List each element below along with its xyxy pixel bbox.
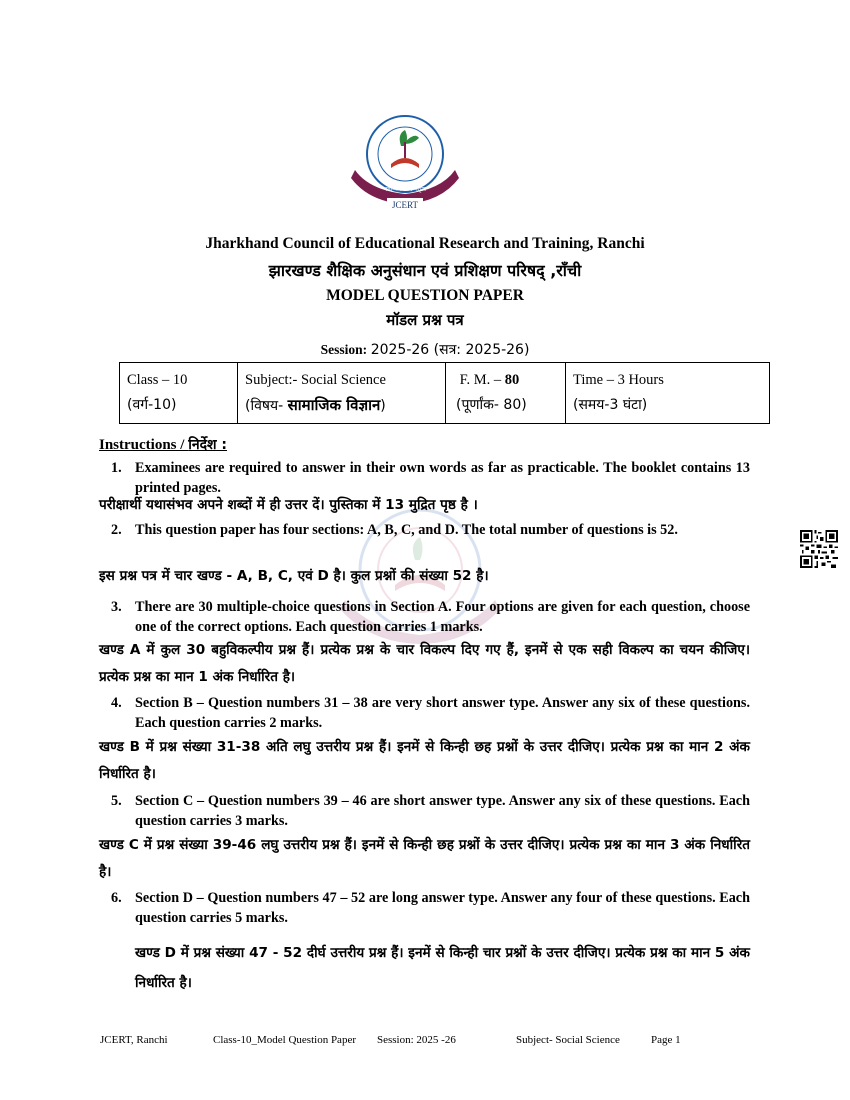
subject-hi-suffix: ) bbox=[380, 398, 386, 414]
class-cell bbox=[120, 363, 238, 424]
instruction-3-text: There are 30 multiple-choice questions in Section A. Four options are given for each question, choose one of the correct options. Each question carries 1 marks. bbox=[135, 599, 750, 635]
instruction-6-text: Section D – Question numbers 47 – 52 are long answer type. Answer any four of these questions. Each question carries 5 marks. bbox=[135, 890, 750, 926]
footer-page: Page 1 bbox=[651, 1034, 681, 1046]
instruction-5-en bbox=[111, 791, 750, 831]
instruction-2-en bbox=[111, 520, 750, 540]
info-table bbox=[119, 362, 770, 424]
instruction-4-num: 4. bbox=[111, 695, 122, 711]
instruction-5-num: 5. bbox=[111, 793, 122, 809]
subject-cell bbox=[238, 363, 446, 424]
footer-org: JCERT, Ranchi bbox=[100, 1034, 168, 1046]
instructions-heading-hi: निर्देश : bbox=[188, 437, 228, 453]
instruction-5-text: Section C – Question numbers 39 – 46 are short answer type. Answer any six of these questions. Each question carries 3 marks. bbox=[135, 793, 750, 829]
instruction-6-en bbox=[111, 888, 750, 928]
instruction-3-num: 3. bbox=[111, 599, 122, 615]
instruction-4-text: Section B – Question numbers 31 – 38 are very short answer type. Answer any six of these questions. Each question carries 2 marks. bbox=[135, 695, 750, 731]
paper-title-hi: मॉडल प्रश्न पत्र bbox=[386, 311, 464, 329]
session-value: 2025-26 (सत्र: 2025-26) bbox=[370, 342, 530, 358]
subject-hi-prefix: (विषय- bbox=[245, 398, 288, 414]
fm-en bbox=[456, 368, 558, 393]
instruction-1-hi: परीक्षार्थी यथासंभव अपने शब्दों में ही उत्तर दें। पुस्तिका में 13 मुद्रित पृष्ठ है । bbox=[99, 497, 478, 513]
class-hi: (वर्ग-10) bbox=[127, 397, 177, 413]
qr-code-icon bbox=[800, 530, 838, 568]
instruction-5-hi: खण्ड C में प्रश्न संख्या 39-46 लघु उत्तरीय प्रश्न हैं। इनमें से किन्ही छह प्रश्नों के उत्तर दीजिए। प्रत्येक प्रश्न का मान 3 अंक निर्धारित है। bbox=[99, 837, 750, 880]
instruction-1-num: 1. bbox=[111, 460, 122, 476]
time-hi: (समय-3 घंटा) bbox=[573, 397, 648, 413]
jcert-logo bbox=[349, 112, 461, 212]
instruction-2-hi: इस प्रश्न पत्र में चार खण्ड - A, B, C, एवं D है। कुल प्रश्नों की संख्या 52 है। bbox=[99, 568, 489, 584]
council-name-en: Jharkhand Council of Educational Research and Training, Ranchi bbox=[205, 235, 645, 252]
time-en: Time – 3 Hours bbox=[573, 372, 664, 388]
instruction-1-text: Examinees are required to answer in their own words as far as practicable. The booklet contains 13 printed pages. bbox=[135, 460, 750, 496]
instruction-2-num: 2. bbox=[111, 522, 122, 538]
instruction-3-en bbox=[111, 597, 750, 637]
footer-session: Session: 2025 -26 bbox=[377, 1034, 456, 1046]
fm-hi: (पूर्णांक- 80) bbox=[456, 397, 527, 413]
subject-hi-main: सामाजिक विज्ञान bbox=[287, 396, 381, 414]
fm-label: F. M. – bbox=[459, 372, 505, 388]
instruction-6-num: 6. bbox=[111, 890, 122, 906]
session-line bbox=[0, 340, 850, 359]
instruction-6-hi: खण्ड D में प्रश्न संख्या 47 - 52 दीर्घ उत्तरीय प्रश्न हैं। इनमें से किन्ही चार प्रश्नों के उत्तर दीजिए। प्रत्येक प्रश्न का मान 5 अंक निर्धारित है। bbox=[135, 945, 750, 991]
time-cell bbox=[566, 363, 770, 424]
footer-subject: Subject- Social Science bbox=[516, 1034, 620, 1046]
instruction-4-en bbox=[111, 693, 750, 733]
fm-value: 80 bbox=[504, 372, 520, 388]
paper-title-en: MODEL QUESTION PAPER bbox=[326, 287, 524, 304]
session-label: Session: bbox=[320, 342, 368, 357]
instruction-4-hi: खण्ड B में प्रश्न संख्या 31-38 अति लघु उत्तरीय प्रश्न हैं। इनमें से किन्ही छह प्रश्नों के उत्तर दीजिए। प्रत्येक प्रश्न का मान 2 अंक निर्धारित है। bbox=[99, 739, 750, 782]
svg-text:JCERT: JCERT bbox=[392, 200, 418, 210]
council-name-hi: झारखण्ड शैक्षिक अनुसंधान एवं प्रशिक्षण परिषद् ,राँची bbox=[268, 261, 582, 280]
instructions-heading-en: Instructions / bbox=[99, 437, 189, 453]
subject-hi bbox=[245, 393, 438, 419]
footer-doc: Class-10_Model Question Paper bbox=[213, 1034, 356, 1046]
instruction-2-text: This question paper has four sections: A, B, C, and D. The total number of questions is 52. bbox=[135, 522, 678, 538]
instruction-3-hi: खण्ड A में कुल 30 बहुविकल्पीय प्रश्न हैं। प्रत्येक प्रश्न के चार विकल्प दिए गए हैं, इनमें से एक सही विकल्प का चयन कीजिए। प्रत्येक प्रश्न का मान 1 अंक निर्धारित है। bbox=[99, 642, 750, 685]
svg-text:नवोन्मेष शोध नेतृत्व: नवोन्मेष शोध नेतृत्व bbox=[384, 186, 426, 193]
fm-cell bbox=[446, 363, 566, 424]
subject-en: Subject:- Social Science bbox=[245, 372, 386, 388]
class-en: Class – 10 bbox=[127, 372, 188, 388]
instructions-heading bbox=[99, 435, 227, 454]
